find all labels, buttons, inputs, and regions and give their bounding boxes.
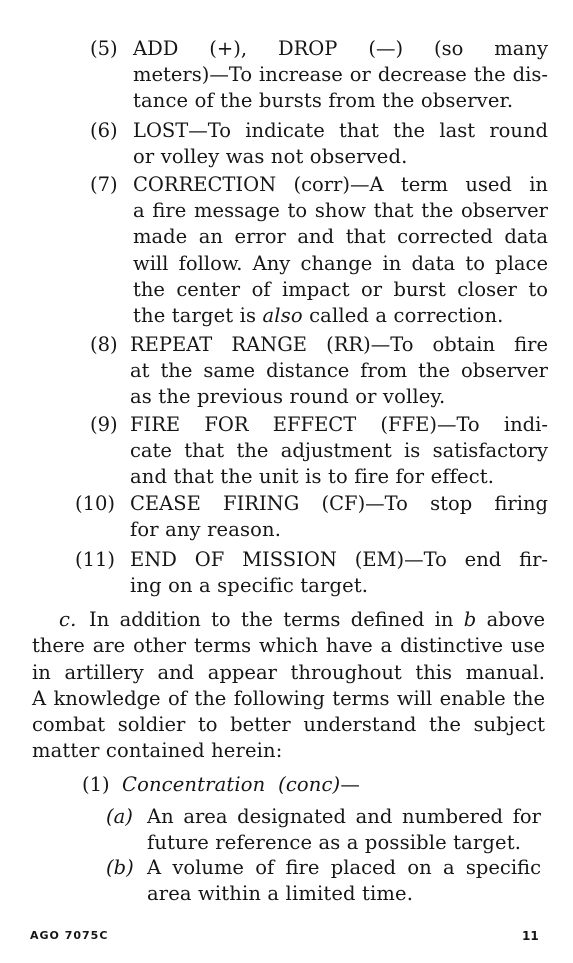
- paragraph-c-label: c.: [59, 608, 77, 631]
- item-line: CORRECTION (corr)—A term used in: [133, 173, 548, 196]
- term-concentration: Concentration: [122, 773, 266, 796]
- item-line: the center of impact or burst closer to: [133, 278, 548, 301]
- item-line: or volley was not observed.: [133, 145, 408, 168]
- term-dash: —: [340, 773, 360, 796]
- item-line-correction: the target is also called a correction.: [133, 304, 504, 327]
- paragraph-line: in artillery and appear throughout this manual.: [32, 661, 545, 684]
- item-line: as the previous round or volley.: [130, 385, 446, 408]
- item-line: ADD (+), DROP (—) (so many: [133, 37, 548, 60]
- term-abbreviation: (conc): [278, 773, 341, 796]
- paragraph-line: there are other terms which have a distinctive use: [32, 634, 545, 657]
- item-number: (7): [90, 173, 118, 196]
- paragraph-line: [89, 607, 545, 633]
- subitem-line: area within a limited time.: [147, 882, 414, 905]
- item-line: meters)—To increase or decrease the dis-: [133, 63, 548, 86]
- item-number: (5): [90, 37, 118, 60]
- item-line: LOST—To indicate that the last round: [133, 119, 548, 142]
- subitem-b-label: (b): [106, 856, 134, 879]
- item-number: (9): [90, 413, 118, 436]
- item-line: CEASE FIRING (CF)—To stop firing: [130, 492, 548, 515]
- item-line: and that the unit is to fire for effect.: [130, 465, 495, 488]
- paragraph-label: [59, 607, 76, 633]
- item-line: FIRE FOR EFFECT (FFE)—To indi-: [130, 413, 548, 436]
- item-number: (8): [90, 333, 118, 356]
- item-line: a fire message to show that the observer: [133, 199, 548, 222]
- emphasis-also: also: [262, 304, 303, 327]
- paragraph-c-text-b: above: [486, 608, 546, 631]
- item-line: at the same distance from the observer: [130, 359, 548, 382]
- definition-term: [122, 772, 360, 798]
- paragraph-c-ref: b: [463, 608, 477, 631]
- item-line: for any reason.: [130, 518, 282, 541]
- item-line: END OF MISSION (EM)—To end fir-: [130, 548, 548, 571]
- page-number: 11: [522, 929, 539, 943]
- paragraph-c-text-a: In addition to the terms defined in: [89, 608, 454, 631]
- subitem-line: An area designated and numbered for: [147, 805, 541, 828]
- item-line: will follow. Any change in data to place: [133, 252, 548, 275]
- footer-form-number: AGO 7075C: [30, 929, 109, 942]
- item-line: ing on a specific target.: [130, 574, 369, 597]
- item-line: made an error and that corrected data: [133, 225, 548, 248]
- item-number: (6): [90, 119, 118, 142]
- item-line: tance of the bursts from the observer.: [133, 89, 514, 112]
- item-line: cate that the adjustment is satisfactory: [130, 439, 548, 462]
- item-number: (11): [75, 548, 116, 571]
- item-line: REPEAT RANGE (RR)—To obtain fire: [130, 333, 548, 356]
- subitem-a-label: (a): [106, 805, 133, 828]
- paragraph-line: combat soldier to better understand the subject: [32, 713, 545, 736]
- paragraph-line: A knowledge of the following terms will enable the: [32, 687, 545, 710]
- paragraph-line: matter contained herein:: [32, 739, 283, 762]
- subitem-label: [106, 855, 134, 881]
- definition-number: (1): [82, 773, 110, 796]
- item-number: (10): [75, 492, 116, 515]
- subitem-line: future reference as a possible target.: [147, 831, 522, 854]
- subitem-line: A volume of fire placed on a specific: [147, 856, 541, 879]
- subitem-label: [106, 804, 133, 830]
